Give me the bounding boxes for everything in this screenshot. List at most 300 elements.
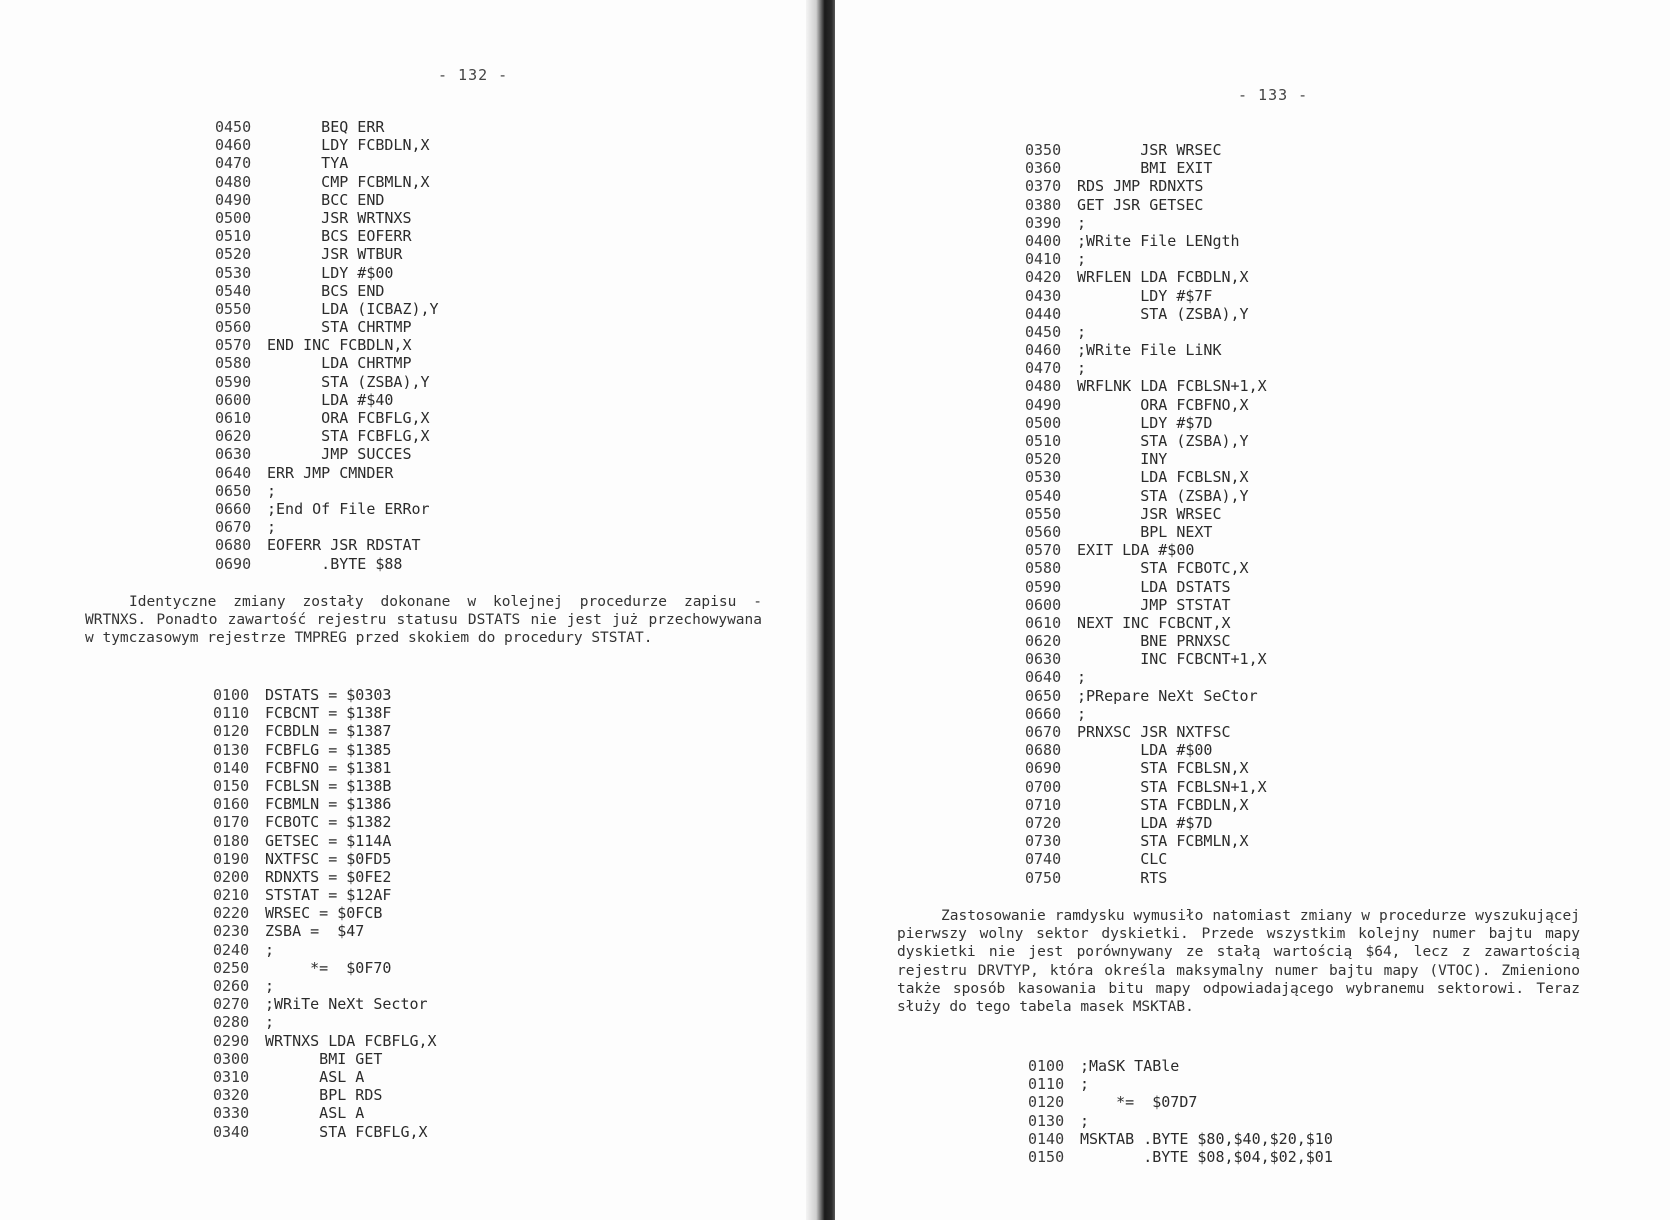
code-line (213, 759, 733, 777)
code-text: ;End Of File ERRor (267, 499, 430, 518)
code-text: ; (1080, 1075, 1090, 1094)
code-text: FCBOTC = $1382 (265, 813, 392, 832)
code-line (1025, 159, 1585, 177)
code-line (215, 445, 735, 463)
code-text: ; (1077, 322, 1087, 341)
code-line (213, 777, 733, 795)
code-line (1025, 232, 1585, 250)
line-number: 0510 (215, 227, 252, 246)
code-line (213, 1104, 733, 1122)
code-line (1025, 650, 1585, 668)
code-line (213, 977, 733, 995)
code-line (1025, 287, 1585, 305)
code-text: FCBFLG = $1385 (265, 740, 392, 759)
line-number: 0120 (1028, 1093, 1065, 1112)
code-line (213, 741, 733, 759)
line-number: 0560 (1025, 522, 1062, 541)
code-line (1025, 177, 1585, 195)
line-number: 0280 (213, 1013, 250, 1032)
line-number: 0600 (215, 390, 252, 409)
code-line (1025, 723, 1585, 741)
code-text: ;MaSK TABle (1080, 1057, 1180, 1075)
code-text: STA FCBFLG,X (265, 1122, 428, 1141)
line-number: 0350 (1025, 141, 1062, 159)
line-number: 0130 (1028, 1111, 1065, 1130)
line-number: 0580 (215, 354, 252, 373)
line-number: 0700 (1025, 777, 1062, 796)
code-line (1025, 559, 1585, 577)
line-number: 0570 (215, 336, 252, 355)
code-text: GETSEC = $114A (265, 831, 392, 850)
line-number: 0240 (213, 940, 250, 959)
code-text: LDA #$7D (1077, 813, 1213, 832)
line-number: 0660 (215, 499, 252, 518)
code-text: CLC (1077, 850, 1168, 869)
code-line (1025, 396, 1585, 414)
code-line (215, 209, 735, 227)
code-line (213, 813, 733, 831)
code-text: TYA (267, 154, 349, 173)
code-line (215, 536, 735, 554)
code-text: INY (1077, 450, 1168, 469)
code-text: ; (265, 1013, 275, 1032)
code-text: BNE PRNXSC (1077, 632, 1231, 651)
code-text: RDS JMP RDNXTS (1077, 177, 1204, 196)
line-number: 0640 (1025, 668, 1062, 687)
code-line (1025, 487, 1585, 505)
code-text: DSTATS = $0303 (265, 686, 392, 704)
code-line (1025, 541, 1585, 559)
code-text: JSR WTBUR (267, 245, 403, 264)
line-number: 0750 (1025, 868, 1062, 887)
code-line (213, 832, 733, 850)
line-number: 0230 (213, 922, 250, 941)
code-line (1025, 268, 1585, 286)
line-number: 0190 (213, 849, 250, 868)
right-page (835, 0, 1670, 1220)
line-number: 0720 (1025, 813, 1062, 832)
line-number: 0550 (1025, 504, 1062, 523)
code-text: STA (ZSBA),Y (267, 372, 430, 391)
line-number: 0620 (215, 427, 252, 446)
code-text: STA FCBOTC,X (1077, 559, 1249, 578)
page-number: - 133 - (1238, 86, 1309, 104)
line-number: 0670 (1025, 723, 1062, 741)
code-line (215, 118, 735, 136)
line-number: 0320 (213, 1086, 250, 1105)
code-line (213, 850, 733, 868)
code-text: LDY FCBDLN,X (267, 136, 430, 155)
line-number: 0630 (1025, 650, 1062, 669)
code-line (1025, 741, 1585, 759)
line-number: 0660 (1025, 704, 1062, 723)
code-text: STA FCBDLN,X (1077, 795, 1249, 814)
code-text: LDA #$40 (267, 390, 394, 409)
code-line (1025, 578, 1585, 596)
code-line (213, 886, 733, 904)
code-text: JMP STSTAT (1077, 595, 1231, 614)
code-line (1025, 523, 1585, 541)
line-number: 0590 (1025, 577, 1062, 596)
code-line (1025, 668, 1585, 686)
code-line (215, 373, 735, 391)
code-line (213, 922, 733, 940)
line-number: 0650 (1025, 686, 1062, 705)
code-text: PRNXSC JSR NXTFSC (1077, 723, 1231, 741)
line-number: 0740 (1025, 850, 1062, 869)
code-text: ; (1077, 359, 1087, 378)
code-line (215, 518, 735, 536)
line-number: 0680 (215, 536, 252, 555)
code-text: STA FCBLSN,X (1077, 759, 1249, 778)
code-line (213, 1086, 733, 1104)
code-text: ; (1077, 250, 1087, 269)
code-line (1028, 1057, 1588, 1075)
code-text: ;WRite File LENgth (1077, 231, 1240, 250)
code-line (215, 318, 735, 336)
code-line (213, 1032, 733, 1050)
code-text: ORA FCBFLG,X (267, 409, 430, 427)
line-number: 0650 (215, 481, 252, 500)
line-number: 0560 (215, 318, 252, 337)
code-text: BPL NEXT (1077, 522, 1213, 541)
line-number: 0110 (213, 704, 250, 723)
code-text: *= $07D7 (1080, 1093, 1198, 1112)
code-text: RDNXTS = $0FE2 (265, 867, 392, 886)
line-number: 0210 (213, 886, 250, 905)
code-line (1025, 832, 1585, 850)
code-text: MSKTAB .BYTE $80,$40,$20,$10 (1080, 1129, 1333, 1148)
line-number: 0470 (1025, 359, 1062, 378)
code-text: STA (ZSBA),Y (1077, 432, 1249, 450)
code-text: STSTAT = $12AF (265, 886, 392, 905)
code-text: INC FCBCNT+1,X (1077, 650, 1267, 669)
code-line (1025, 614, 1585, 632)
code-text: ERR JMP CMNDER (267, 463, 394, 482)
code-line (215, 173, 735, 191)
code-line (1028, 1112, 1588, 1130)
line-number: 0580 (1025, 559, 1062, 578)
code-text: EXIT LDA #$00 (1077, 541, 1195, 560)
line-number: 0500 (1025, 413, 1062, 432)
line-number: 0220 (213, 904, 250, 923)
code-text: STA (ZSBA),Y (1077, 486, 1249, 505)
code-line (1025, 450, 1585, 468)
line-number: 0180 (213, 831, 250, 850)
line-number: 0550 (215, 299, 252, 318)
code-line (213, 904, 733, 922)
line-number: 0130 (213, 740, 250, 759)
code-line (1025, 414, 1585, 432)
code-text: BCS END (267, 281, 385, 300)
code-text: LDY #$7F (1077, 286, 1213, 305)
code-line (213, 1050, 733, 1068)
code-line (215, 282, 735, 300)
line-number: 0730 (1025, 832, 1062, 851)
line-number: 0260 (213, 977, 250, 995)
code-line (215, 500, 735, 518)
line-number: 0120 (213, 722, 250, 741)
code-line (1025, 468, 1585, 486)
body-paragraph: Identyczne zmiany zostały dokonane w kolejnej procedurze zapisu - WRTNXS. Ponadto zawartość rejestru statusu DSTATS nie jest już przechowywana w tymczasowym rejestrze TMPREG przed skokiem do procedury STSTAT. (85, 594, 762, 647)
code-text: ORA FCBFNO,X (1077, 395, 1249, 414)
line-number: 0160 (213, 795, 250, 814)
code-text: RTS (1077, 868, 1168, 887)
line-number: 0490 (1025, 395, 1062, 414)
line-number: 0110 (1028, 1075, 1065, 1094)
code-line (1025, 141, 1585, 159)
code-text: JSR WRSEC (1077, 504, 1222, 523)
code-listing (1028, 1057, 1588, 1166)
code-line (215, 136, 735, 154)
code-line (1025, 814, 1585, 832)
line-number: 0250 (213, 958, 250, 977)
line-number: 0370 (1025, 177, 1062, 196)
code-text: FCBCNT = $138F (265, 704, 392, 723)
code-text: ; (1077, 213, 1087, 232)
line-number: 0690 (1025, 759, 1062, 778)
code-line (215, 354, 735, 372)
line-number: 0430 (1025, 286, 1062, 305)
code-text: JSR WRSEC (1077, 141, 1222, 159)
line-number: 0150 (1028, 1147, 1065, 1166)
code-line (213, 722, 733, 740)
code-listing (215, 118, 735, 573)
code-text: *= $0F70 (265, 958, 392, 977)
code-line (215, 464, 735, 482)
code-line (215, 409, 735, 427)
line-number: 0300 (213, 1049, 250, 1068)
code-line (213, 704, 733, 722)
code-line (1025, 596, 1585, 614)
code-line (1025, 687, 1585, 705)
code-line (1025, 759, 1585, 777)
code-line (215, 191, 735, 209)
line-number: 0570 (1025, 541, 1062, 560)
code-line (1025, 432, 1585, 450)
code-line (1025, 250, 1585, 268)
line-number: 0290 (213, 1031, 250, 1050)
line-number: 0470 (215, 154, 252, 173)
code-line (1025, 796, 1585, 814)
code-text: LDA FCBLSN,X (1077, 468, 1249, 487)
code-line (213, 1123, 733, 1141)
code-text: ;WRiTe NeXt Sector (265, 995, 428, 1014)
line-number: 0450 (1025, 322, 1062, 341)
line-number: 0390 (1025, 213, 1062, 232)
line-number: 0400 (1025, 231, 1062, 250)
code-line (1025, 705, 1585, 723)
line-number: 0150 (213, 776, 250, 795)
line-number: 0690 (215, 554, 252, 573)
code-text: JSR WRTNXS (267, 208, 412, 227)
code-text: ; (1077, 704, 1087, 723)
code-text: STA FCBLSN+1,X (1077, 777, 1267, 796)
code-text: NEXT INC FCBCNT,X (1077, 613, 1231, 632)
line-number: 0540 (215, 281, 252, 300)
code-line (1025, 632, 1585, 650)
line-number: 0710 (1025, 795, 1062, 814)
line-number: 0460 (1025, 341, 1062, 360)
code-line (213, 686, 733, 704)
code-line (1025, 341, 1585, 359)
code-line (1025, 305, 1585, 323)
code-text: BCC END (267, 190, 385, 209)
code-line (1025, 214, 1585, 232)
code-line (215, 154, 735, 172)
code-listing (213, 686, 733, 1141)
line-number: 0610 (1025, 613, 1062, 632)
line-number: 0410 (1025, 250, 1062, 269)
line-number: 0200 (213, 867, 250, 886)
line-number: 0340 (213, 1122, 250, 1141)
line-number: 0590 (215, 372, 252, 391)
code-line (215, 227, 735, 245)
code-text: NXTFSC = $0FD5 (265, 849, 392, 868)
line-number: 0480 (1025, 377, 1062, 396)
code-text: STA (ZSBA),Y (1077, 304, 1249, 323)
code-text: ZSBA = $47 (265, 922, 365, 941)
code-text: LDA CHRTMP (267, 354, 412, 373)
line-number: 0490 (215, 190, 252, 209)
line-number: 0100 (1028, 1057, 1065, 1075)
code-text: LDY #$00 (267, 263, 394, 282)
code-line (1028, 1075, 1588, 1093)
code-text: GET JSR GETSEC (1077, 195, 1204, 214)
code-line (215, 427, 735, 445)
line-number: 0460 (215, 136, 252, 155)
code-line (213, 1013, 733, 1031)
code-text: LDA #$00 (1077, 741, 1213, 760)
code-text: WRTNXS LDA FCBFLG,X (265, 1031, 437, 1050)
code-text: BCS EOFERR (267, 227, 412, 246)
line-number: 0500 (215, 208, 252, 227)
line-number: 0530 (1025, 468, 1062, 487)
code-text: ;PRepare NeXt SeCtor (1077, 686, 1258, 705)
left-page (0, 0, 820, 1220)
line-number: 0510 (1025, 432, 1062, 450)
line-number: 0450 (215, 118, 252, 136)
line-number: 0440 (1025, 304, 1062, 323)
code-line (215, 336, 735, 354)
code-line (213, 995, 733, 1013)
code-text: ASL A (265, 1067, 365, 1086)
code-line (215, 245, 735, 263)
code-text: WRFLNK LDA FCBLSN+1,X (1077, 377, 1267, 396)
code-text: LDA (ICBAZ),Y (267, 299, 439, 318)
code-line (1025, 359, 1585, 377)
line-number: 0100 (213, 686, 250, 704)
code-text: ; (265, 940, 275, 959)
line-number: 0360 (1025, 159, 1062, 178)
code-text: ; (267, 481, 277, 500)
code-line (213, 868, 733, 886)
code-text: WRSEC = $0FCB (265, 904, 383, 923)
code-listing (1025, 141, 1585, 887)
code-text: ;WRite File LiNK (1077, 341, 1222, 360)
code-text: BMI EXIT (1077, 159, 1213, 178)
code-text: ; (1080, 1111, 1090, 1130)
line-number: 0630 (215, 445, 252, 464)
line-number: 0170 (213, 813, 250, 832)
line-number: 0670 (215, 518, 252, 537)
code-text: BPL RDS (265, 1086, 383, 1105)
code-line (1025, 869, 1585, 887)
code-line (213, 1068, 733, 1086)
code-line (215, 300, 735, 318)
code-line (1028, 1130, 1588, 1148)
line-number: 0540 (1025, 486, 1062, 505)
code-text: STA FCBMLN,X (1077, 832, 1249, 851)
line-number: 0600 (1025, 595, 1062, 614)
code-text: CMP FCBMLN,X (267, 172, 430, 191)
code-line (1025, 778, 1585, 796)
code-text: WRFLEN LDA FCBDLN,X (1077, 268, 1249, 287)
line-number: 0520 (1025, 450, 1062, 469)
line-number: 0480 (215, 172, 252, 191)
line-number: 0640 (215, 463, 252, 482)
line-number: 0530 (215, 263, 252, 282)
code-text: BMI GET (265, 1049, 383, 1068)
code-line (215, 482, 735, 500)
code-line (1025, 377, 1585, 395)
code-text: .BYTE $08,$04,$02,$01 (1080, 1147, 1333, 1166)
code-line (1028, 1148, 1588, 1166)
code-text: EOFERR JSR RDSTAT (267, 536, 421, 555)
line-number: 0680 (1025, 741, 1062, 760)
code-line (213, 941, 733, 959)
code-line (1025, 196, 1585, 214)
code-text: FCBDLN = $1387 (265, 722, 392, 741)
body-paragraph: Zastosowanie ramdysku wymusiło natomiast zmiany w procedurze wyszukującej pierwszy wolny sektor dyskietki. Przede wszystkim kolejny numer bajtu mapy dyskietki nie jest porównywany ze stałą wartością $64, lecz z zawartością rejestru DRVTYP, która określa maksymalny numer bajtu mapy (VTOC). Zmieniono także sposób kasowania bitu mapy odpowiadającego wybranemu sektorowi. Teraz służy do tego tabela masek MSKTAB. (897, 908, 1580, 1016)
code-text: LDA DSTATS (1077, 577, 1231, 596)
code-text: JMP SUCCES (267, 445, 412, 464)
code-text: END INC FCBDLN,X (267, 336, 412, 355)
code-text: ASL A (265, 1104, 365, 1123)
line-number: 0620 (1025, 632, 1062, 651)
code-line (1028, 1093, 1588, 1111)
line-number: 0380 (1025, 195, 1062, 214)
line-number: 0140 (213, 758, 250, 777)
code-text: FCBLSN = $138B (265, 776, 392, 795)
code-line (1025, 850, 1585, 868)
code-text: ; (1077, 668, 1087, 687)
code-line (215, 391, 735, 409)
line-number: 0520 (215, 245, 252, 264)
code-line (1025, 323, 1585, 341)
code-text: LDY #$7D (1077, 413, 1213, 432)
line-number: 0420 (1025, 268, 1062, 287)
line-number: 0140 (1028, 1129, 1065, 1148)
code-line (1025, 505, 1585, 523)
line-number: 0610 (215, 409, 252, 427)
code-text: FCBFNO = $1381 (265, 758, 392, 777)
line-number: 0270 (213, 995, 250, 1014)
code-line (215, 555, 735, 573)
code-text: ; (267, 518, 277, 537)
code-text: .BYTE $88 (267, 554, 403, 573)
code-text: STA FCBFLG,X (267, 427, 430, 446)
code-line (215, 264, 735, 282)
code-line (213, 795, 733, 813)
line-number: 0310 (213, 1067, 250, 1086)
code-text: STA CHRTMP (267, 318, 412, 337)
code-line (213, 959, 733, 977)
code-text: BEQ ERR (267, 118, 385, 136)
code-text: ; (265, 977, 275, 995)
line-number: 0330 (213, 1104, 250, 1123)
code-text: FCBMLN = $1386 (265, 795, 392, 814)
